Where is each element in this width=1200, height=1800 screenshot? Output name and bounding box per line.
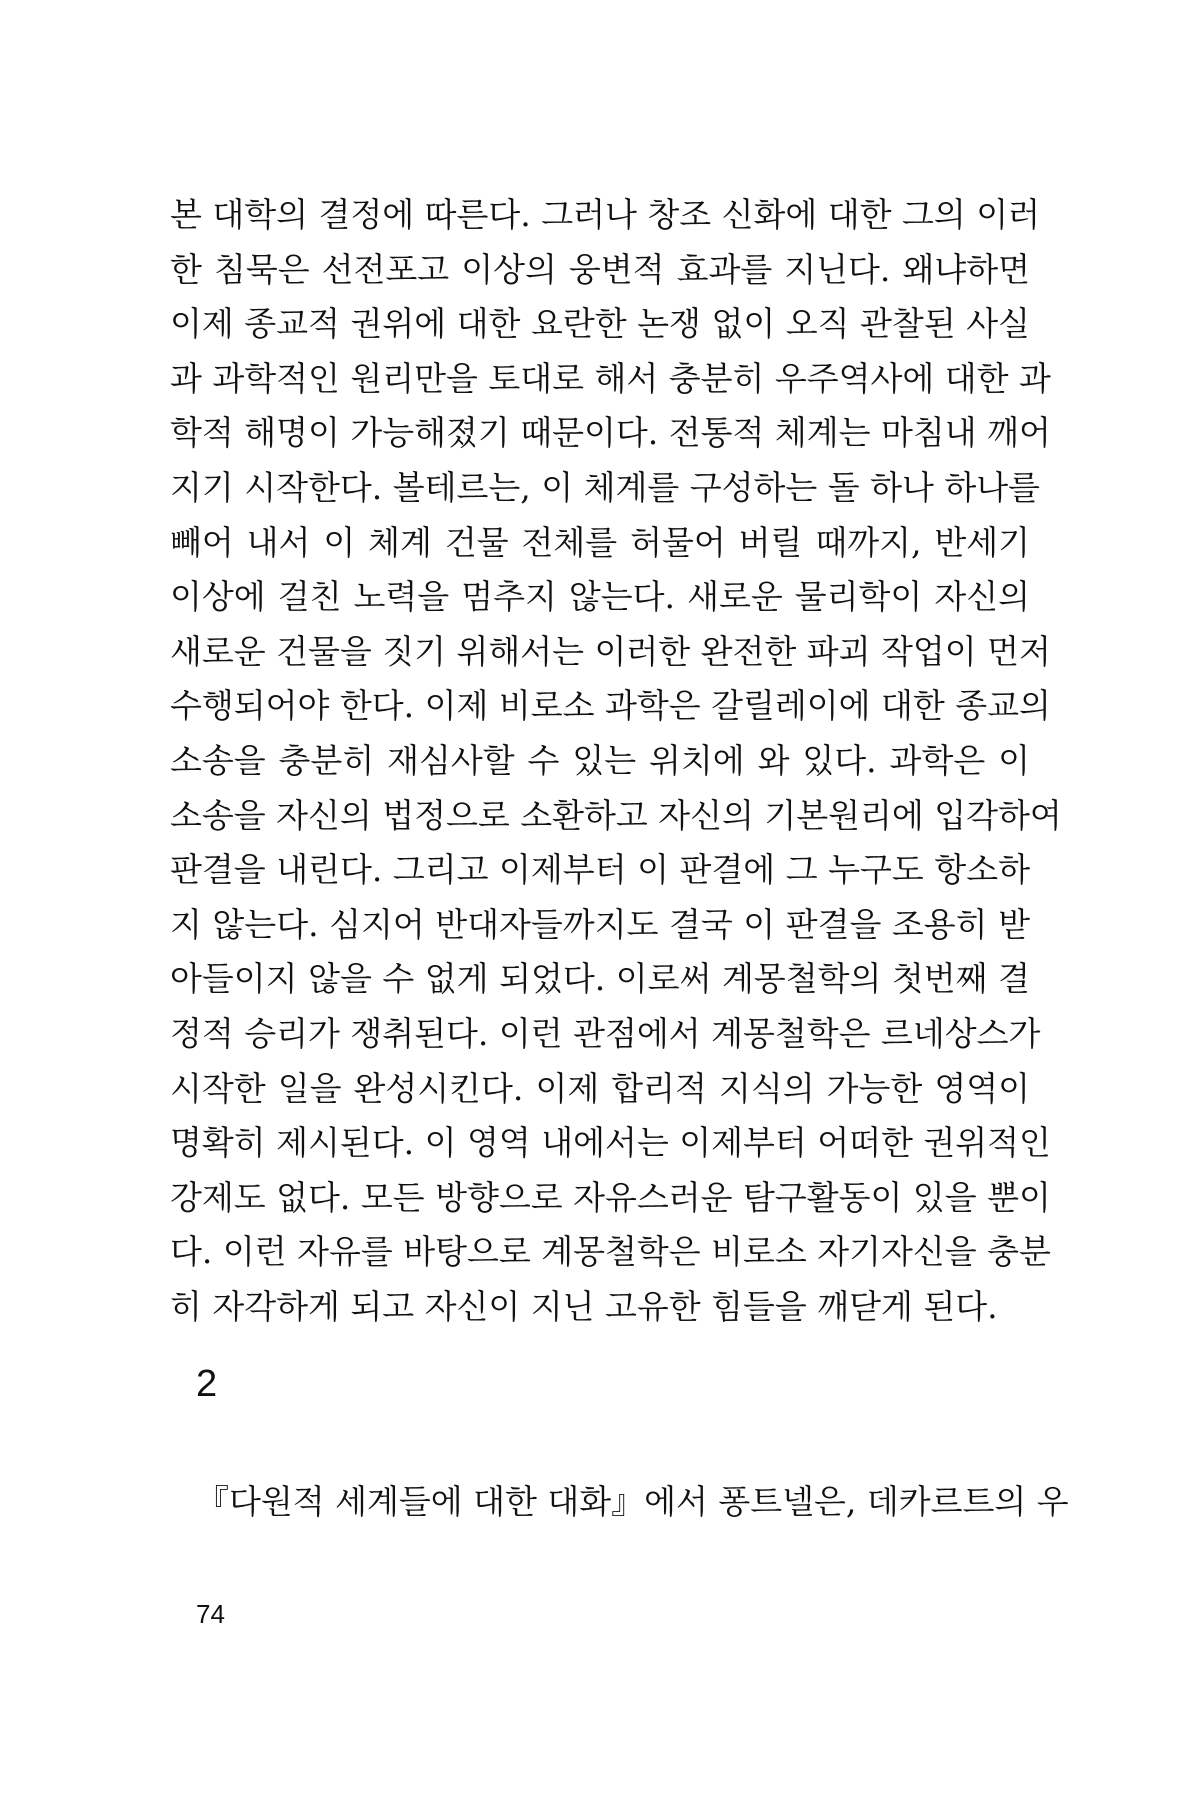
- paragraph-line: 다. 이런 자유를 바탕으로 계몽철학은 비로소 자기자신을 충분: [170, 1232, 1051, 1272]
- next-section-first-line: 『다원적 세계들에 대한 대화』에서 퐁트넬은, 데카르트의 우: [196, 1482, 1069, 1521]
- paragraph-line: 히 자각하게 되고 자신이 지닌 고유한 힘들을 깨닫게 된다.: [170, 1286, 998, 1326]
- page-number: 74: [196, 1599, 225, 1629]
- body-paragraph: [170, 188, 1062, 1334]
- paragraph-line: 시작한 일을 완성시킨다. 이제 합리적 지식의 가능한 영역이: [170, 1068, 1030, 1108]
- paragraph-line: 아들이지 않을 수 없게 되었다. 이로써 계몽철학의 첫번째 결: [170, 959, 1030, 999]
- paragraph-line: 수행되어야 한다. 이제 비로소 과학은 갈릴레이에 대한 종교의: [170, 686, 1051, 726]
- paragraph-line: 학적 해명이 가능해졌기 때문이다. 전통적 체계는 마침내 깨어: [170, 413, 1051, 453]
- paragraph-line: 빼어 내서 이 체계 건물 전체를 허물어 버릴 때까지, 반세기: [170, 522, 1030, 562]
- paragraph-line: 지기 시작한다. 볼테르는, 이 체계를 구성하는 돌 하나 하나를: [170, 467, 1040, 507]
- paragraph-line: 과 과학적인 원리만을 토대로 해서 충분히 우주역사에 대한 과: [170, 358, 1051, 398]
- paragraph-line: 이제 종교적 권위에 대한 요란한 논쟁 없이 오직 관찰된 사실: [170, 304, 1030, 344]
- paragraph-line: 강제도 없다. 모든 방향으로 자유스러운 탐구활동이 있을 뿐이: [170, 1177, 1051, 1217]
- paragraph-line: 판결을 내린다. 그리고 이제부터 이 판결에 그 누구도 항소하: [170, 850, 1030, 890]
- paragraph-line: 지 않는다. 심지어 반대자들까지도 결국 이 판결을 조용히 받: [170, 904, 1030, 944]
- paragraph-line: 한 침묵은 선전포고 이상의 웅변적 효과를 지닌다. 왜냐하면: [170, 249, 1030, 289]
- paragraph-line: 정적 승리가 쟁취된다. 이런 관점에서 계몽철학은 르네상스가: [170, 1013, 1041, 1053]
- paragraph-line: 소송을 자신의 법정으로 소환하고 자신의 기본원리에 입각하여: [170, 795, 1062, 835]
- paragraph-line: 이상에 걸친 노력을 멈추지 않는다. 새로운 물리학이 자신의: [170, 577, 1030, 617]
- paragraph-line: 본 대학의 결정에 따른다. 그러나 창조 신화에 대한 그의 이러: [170, 195, 1040, 234]
- paragraph-line: 소송을 충분히 재심사할 수 있는 위치에 와 있다. 과학은 이: [170, 740, 1030, 780]
- paragraph-line: 명확히 제시된다. 이 영역 내에서는 이제부터 어떠한 권위적인: [170, 1123, 1051, 1163]
- section-number: 2: [196, 1363, 218, 1405]
- paragraph-line: 새로운 건물을 짓기 위해서는 이러한 완전한 파괴 작업이 먼저: [170, 631, 1051, 671]
